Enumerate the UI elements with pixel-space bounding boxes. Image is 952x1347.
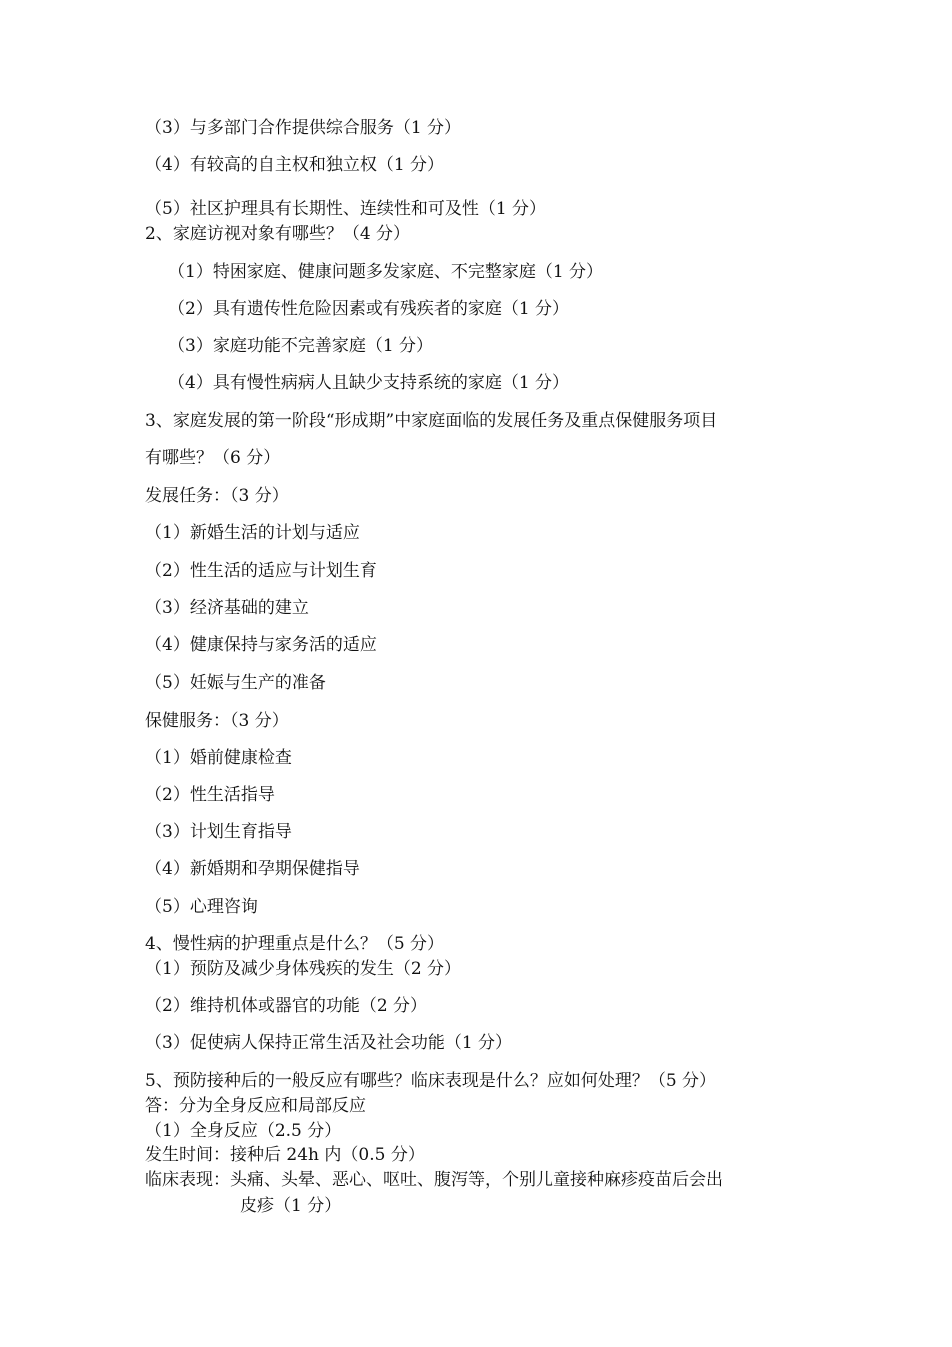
service-1: （1）婚前健康检查 (145, 748, 292, 768)
dev-task-4: （4）健康保持与家务活的适应 (145, 635, 377, 655)
question-4-item-1: （1）预防及减少身体残疾的发生（2 分） (145, 959, 462, 979)
question-2-item-3: （3）家庭功能不完善家庭（1 分） (168, 336, 434, 356)
question-4-heading: 4、慢性病的护理重点是什么？（5 分） (145, 934, 445, 954)
service-4: （4）新婚期和孕期保健指导 (145, 859, 360, 879)
item-3-multi-department-cooperation: （3）与多部门合作提供综合服务（1 分） (145, 118, 462, 138)
onset-time: 发生时间：接种后 24h 内（0.5 分） (145, 1145, 425, 1165)
question-3-heading-cont: 有哪些？（6 分） (145, 448, 281, 468)
question-4-item-2: （2）维持机体或器官的功能（2 分） (145, 996, 428, 1016)
item-5-community-nursing-continuity: （5）社区护理具有长期性、连续性和可及性（1 分） (145, 199, 547, 219)
item-4-autonomy: （4）有较高的自主权和独立权（1 分） (145, 155, 445, 175)
question-2-heading: 2、家庭访视对象有哪些？（4 分） (145, 224, 411, 244)
dev-task-1: （1）新婚生活的计划与适应 (145, 523, 360, 543)
question-2-item-4: （4）具有慢性病病人且缺少支持系统的家庭（1 分） (168, 373, 570, 393)
answer-intro: 答：分为全身反应和局部反应 (145, 1096, 366, 1116)
service-5: （5）心理咨询 (145, 897, 258, 917)
question-2-item-2: （2）具有遗传性危险因素或有残疾者的家庭（1 分） (168, 299, 570, 319)
development-tasks-label: 发展任务：（3 分） (145, 486, 289, 506)
question-4-item-3: （3）促使病人保持正常生活及社会功能（1 分） (145, 1033, 513, 1053)
dev-task-3: （3）经济基础的建立 (145, 598, 309, 618)
clinical-manifestation-cont: 皮疹（1 分） (240, 1196, 342, 1216)
service-3: （3）计划生育指导 (145, 822, 292, 842)
answer-systemic-reaction: （1）全身反应（2.5 分） (145, 1121, 342, 1141)
question-2-item-1: （1）特困家庭、健康问题多发家庭、不完整家庭（1 分） (168, 262, 604, 282)
question-5-heading: 5、预防接种后的一般反应有哪些？临床表现是什么？应如何处理？（5 分） (145, 1071, 717, 1091)
dev-task-5: （5）妊娠与生产的准备 (145, 673, 326, 693)
clinical-manifestation: 临床表现：头痛、头晕、恶心、呕吐、腹泻等，个别儿童接种麻疹疫苗后会出 (145, 1170, 723, 1190)
health-services-label: 保健服务：（3 分） (145, 711, 289, 731)
dev-task-2: （2）性生活的适应与计划生育 (145, 561, 377, 581)
question-3-heading: 3、家庭发展的第一阶段“形成期”中家庭面临的发展任务及重点保健服务项目 (145, 411, 718, 431)
service-2: （2）性生活指导 (145, 785, 275, 805)
